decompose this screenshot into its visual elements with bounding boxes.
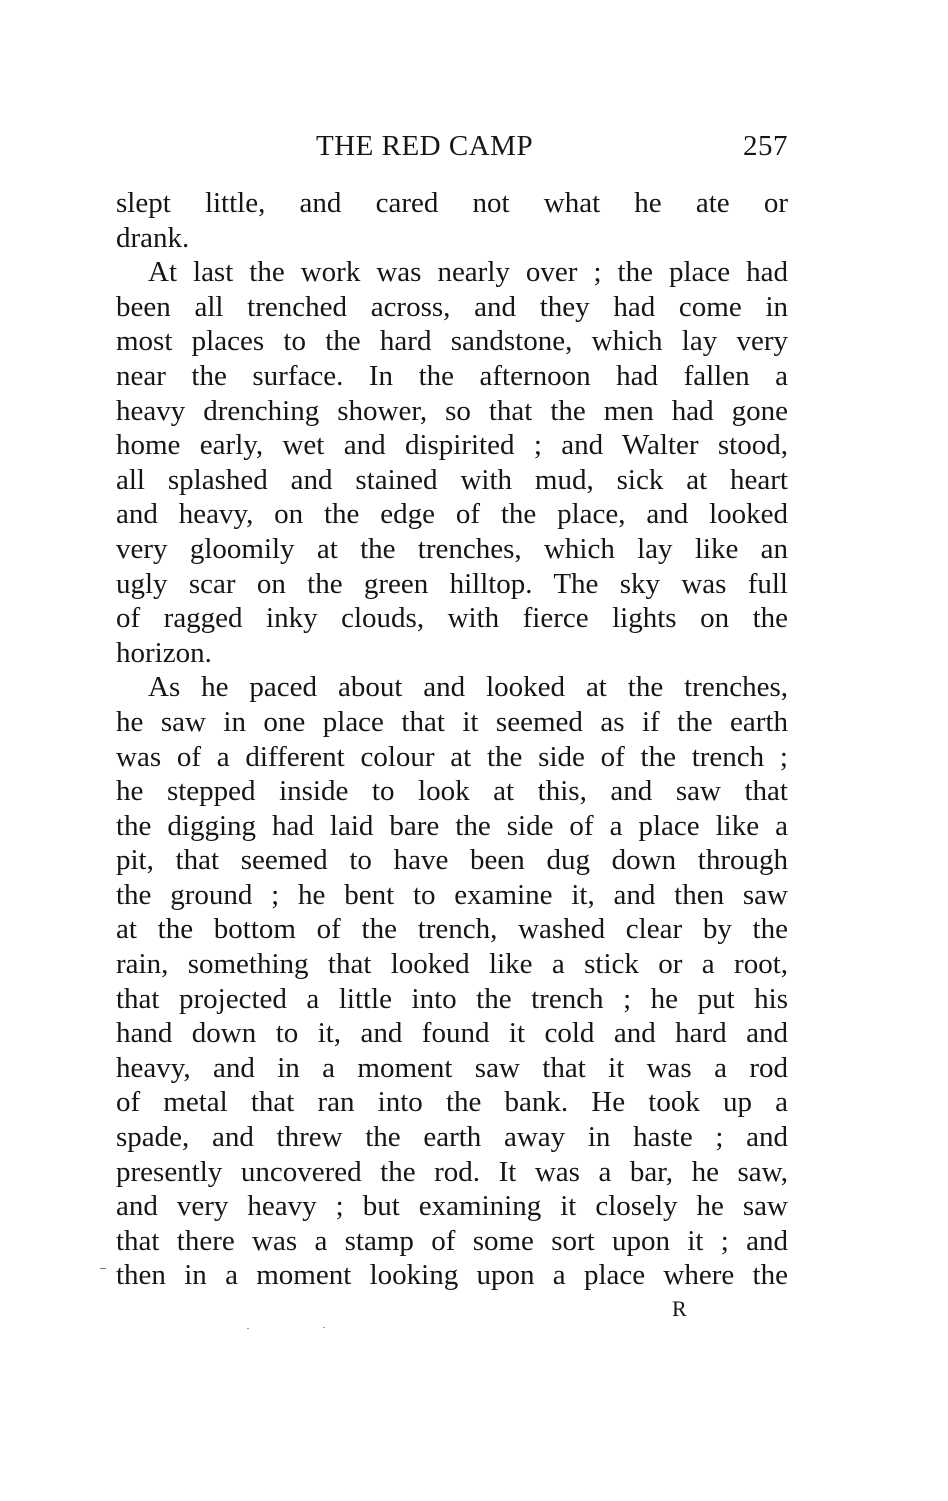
text-line: he saw in one place that it seemed as if the earth [116, 705, 788, 738]
text-line: heavy, and in a moment saw that it was a rod [116, 1051, 788, 1084]
text-line: then in a moment looking upon a place where the [116, 1259, 788, 1292]
text-line: was of a different colour at the side of the trench ; [116, 740, 788, 773]
text-line: and very heavy ; but examining it closely he saw [116, 1190, 788, 1223]
text-line: slept little, and cared not what he ate or [116, 187, 788, 219]
text-line: As he paced about and looked at the trenches, [148, 671, 788, 704]
text-line: home early, wet and dispirited ; and Walter stood, [116, 429, 788, 462]
text-line: presently uncovered the rod. It was a bar, he saw, [116, 1155, 788, 1188]
text-line: At last the work was nearly over ; the place had [148, 256, 788, 289]
paper-speck [247, 1328, 249, 1329]
text-line: hand down to it, and found it cold and hard and [116, 1017, 788, 1050]
running-head [116, 130, 788, 174]
text-line: most places to the hard sandstone, which lay very [116, 325, 788, 358]
text-line: that there was a stamp of some sort upon it ; and [116, 1224, 788, 1257]
paragraph-1 [116, 186, 788, 255]
text-line: of metal that ran into the bank. He took up a [116, 1086, 788, 1119]
paper-speck [323, 1327, 325, 1328]
text-line: at the bottom of the trench, washed clear by the [116, 913, 788, 946]
paragraph-3 [116, 670, 788, 1293]
text-line: ugly scar on the green hilltop. The sky was full [116, 567, 788, 600]
text-line: of ragged inky clouds, with fierce lights on the [116, 602, 788, 635]
text-line: rain, something that looked like a stick or a root, [116, 948, 788, 981]
text-line: heavy drenching shower, so that the men had gone [116, 394, 788, 427]
signature-mark: R [672, 1296, 687, 1321]
text-line: horizon. [116, 636, 212, 669]
page-body [116, 186, 788, 1293]
text-line: been all trenched across, and they had come in [116, 290, 788, 323]
text-line: that projected a little into the trench ; he put his [116, 982, 788, 1015]
running-title: THE RED CAMP [316, 130, 534, 162]
paragraph-2 [116, 255, 788, 670]
text-line: pit, that seemed to have been dug down through [116, 844, 788, 877]
text-line: spade, and threw the earth away in haste ; and [116, 1121, 788, 1154]
text-line: he stepped inside to look at this, and saw that [116, 775, 788, 808]
text-line: very gloomily at the trenches, which lay like an [116, 532, 788, 565]
text-line: all splashed and stained with mud, sick at heart [116, 463, 788, 496]
text-line: the digging had laid bare the side of a place like a [116, 809, 788, 842]
page-number: 257 [743, 130, 788, 162]
text-line: near the surface. In the afternoon had fallen a [116, 359, 788, 392]
text-line: drank. [116, 221, 190, 254]
margin-mark [100, 1268, 106, 1269]
text-line: and heavy, on the edge of the place, and looked [116, 498, 788, 531]
text-line: the ground ; he bent to examine it, and then saw [116, 878, 788, 911]
